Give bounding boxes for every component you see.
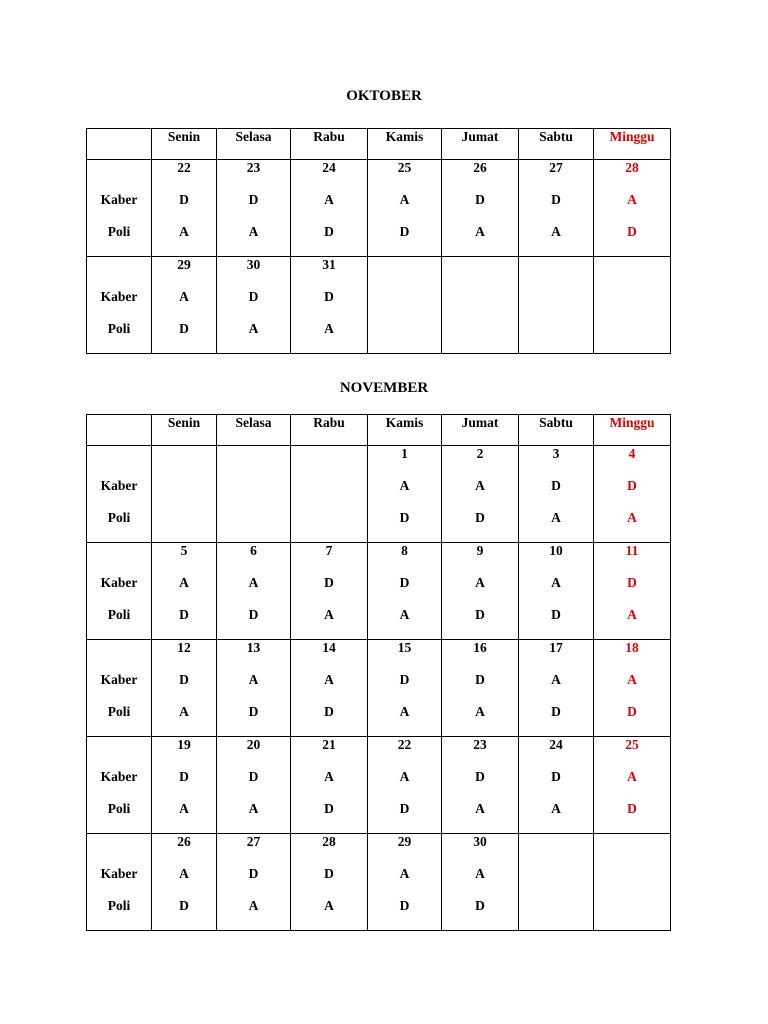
date-number: 4 bbox=[628, 446, 636, 461]
day-header-rabu: Rabu bbox=[291, 415, 368, 446]
day-cell bbox=[594, 543, 671, 640]
poli-value: A bbox=[399, 704, 410, 719]
day-cell bbox=[152, 257, 217, 354]
date-number: 21 bbox=[322, 737, 336, 752]
day-header-senin: Senin bbox=[152, 129, 217, 160]
row-label-cell bbox=[87, 160, 152, 257]
day-header-selasa: Selasa bbox=[217, 415, 291, 446]
day-cell bbox=[519, 737, 594, 834]
day-cell bbox=[442, 737, 519, 834]
day-cell bbox=[152, 834, 217, 931]
day-cell bbox=[217, 737, 291, 834]
day-cell bbox=[519, 446, 594, 543]
kaber-value: A bbox=[551, 575, 561, 590]
date-number: 29 bbox=[397, 834, 412, 849]
row-label-poli: Poli bbox=[107, 321, 131, 336]
date-number: 2 bbox=[476, 446, 484, 461]
kaber-value bbox=[594, 289, 670, 321]
row-label-cell bbox=[87, 257, 152, 354]
date-number: 3 bbox=[552, 446, 560, 461]
date-number: 31 bbox=[322, 257, 336, 272]
date-number bbox=[217, 446, 290, 478]
poli-value: A bbox=[399, 607, 410, 622]
kaber-value: D bbox=[324, 866, 334, 881]
poli-value: D bbox=[248, 704, 259, 719]
kaber-value: A bbox=[179, 575, 189, 590]
day-cell bbox=[291, 257, 368, 354]
corner-cell bbox=[87, 129, 152, 160]
day-cell bbox=[442, 543, 519, 640]
calendar-table-oktober bbox=[86, 128, 671, 354]
day-cell bbox=[217, 543, 291, 640]
poli-value: D bbox=[399, 898, 410, 913]
kaber-value: A bbox=[324, 192, 334, 207]
poli-value: D bbox=[324, 704, 334, 719]
poli-value: A bbox=[324, 898, 334, 913]
day-header-sabtu: Sabtu bbox=[519, 129, 594, 160]
kaber-value: A bbox=[627, 672, 637, 687]
date-number: 26 bbox=[177, 834, 191, 849]
date-number: 24 bbox=[549, 737, 563, 752]
kaber-value bbox=[519, 289, 593, 321]
date-number: 6 bbox=[250, 543, 257, 558]
date-number: 25 bbox=[625, 737, 639, 752]
poli-value: D bbox=[627, 224, 637, 239]
day-cell bbox=[291, 640, 368, 737]
day-cell bbox=[368, 834, 442, 931]
kaber-value bbox=[442, 289, 518, 321]
week-row bbox=[87, 640, 671, 737]
kaber-value bbox=[217, 478, 290, 510]
kaber-value: A bbox=[399, 866, 410, 881]
date-number: 14 bbox=[322, 640, 336, 655]
poli-value: D bbox=[475, 898, 485, 913]
day-cell bbox=[519, 640, 594, 737]
poli-value: A bbox=[627, 607, 637, 622]
row-label-kaber: Kaber bbox=[100, 769, 138, 784]
day-cell bbox=[442, 160, 519, 257]
date-number: 29 bbox=[177, 257, 191, 272]
day-cell bbox=[442, 834, 519, 931]
day-header-rabu: Rabu bbox=[291, 129, 368, 160]
day-cell bbox=[368, 257, 442, 354]
date-number bbox=[442, 257, 518, 289]
kaber-value: D bbox=[179, 769, 189, 784]
date-number: 24 bbox=[322, 160, 336, 175]
kaber-value: D bbox=[551, 769, 561, 784]
day-cell bbox=[442, 257, 519, 354]
kaber-value: A bbox=[324, 769, 334, 784]
poli-value: A bbox=[179, 224, 189, 239]
date-number: 9 bbox=[476, 543, 484, 558]
kaber-value: D bbox=[179, 672, 189, 687]
kaber-value bbox=[594, 866, 670, 898]
date-number bbox=[291, 446, 367, 478]
kaber-value: D bbox=[248, 289, 259, 304]
poli-value bbox=[152, 510, 216, 542]
day-cell bbox=[152, 737, 217, 834]
date-number: 13 bbox=[246, 640, 261, 655]
day-cell bbox=[519, 543, 594, 640]
poli-value bbox=[594, 321, 670, 353]
day-cell bbox=[152, 446, 217, 543]
day-header-jumat: Jumat bbox=[442, 129, 519, 160]
kaber-value: D bbox=[248, 769, 259, 784]
date-number: 20 bbox=[246, 737, 261, 752]
day-cell bbox=[594, 834, 671, 931]
kaber-value: A bbox=[248, 672, 259, 687]
kaber-value: D bbox=[551, 192, 561, 207]
date-number bbox=[368, 257, 441, 289]
day-header-jumat: Jumat bbox=[442, 415, 519, 446]
date-number: 25 bbox=[397, 160, 412, 175]
calendar-table-november bbox=[86, 414, 671, 931]
day-cell bbox=[291, 160, 368, 257]
header-row bbox=[87, 129, 671, 160]
poli-value: A bbox=[324, 607, 334, 622]
row-label-kaber: Kaber bbox=[100, 192, 138, 207]
date-number: 26 bbox=[473, 160, 487, 175]
day-cell bbox=[291, 834, 368, 931]
day-header-minggu: Minggu bbox=[594, 415, 671, 446]
date-number: 12 bbox=[177, 640, 191, 655]
date-number: 22 bbox=[177, 160, 191, 175]
day-cell bbox=[442, 640, 519, 737]
month-title-november: NOVEMBER bbox=[339, 380, 429, 396]
kaber-value bbox=[291, 478, 367, 510]
date-number: 19 bbox=[177, 737, 191, 752]
kaber-value: A bbox=[399, 478, 410, 493]
date-number: 18 bbox=[625, 640, 639, 655]
row-label-kaber: Kaber bbox=[100, 289, 138, 304]
week-row bbox=[87, 160, 671, 257]
day-header-kamis: Kamis bbox=[368, 129, 442, 160]
poli-value: D bbox=[475, 510, 485, 525]
kaber-value: D bbox=[627, 478, 637, 493]
date-number: 28 bbox=[625, 160, 639, 175]
date-number: 23 bbox=[473, 737, 487, 752]
day-cell bbox=[291, 543, 368, 640]
day-cell bbox=[368, 446, 442, 543]
day-cell bbox=[368, 160, 442, 257]
kaber-value: D bbox=[248, 192, 259, 207]
kaber-value: D bbox=[475, 672, 485, 687]
kaber-value: A bbox=[551, 672, 561, 687]
day-header-kamis: Kamis bbox=[368, 415, 442, 446]
date-number: 30 bbox=[246, 257, 261, 272]
poli-value: D bbox=[627, 704, 637, 719]
day-cell bbox=[217, 257, 291, 354]
day-cell bbox=[594, 257, 671, 354]
poli-value: D bbox=[248, 607, 259, 622]
day-cell bbox=[594, 446, 671, 543]
week-row bbox=[87, 446, 671, 543]
day-cell bbox=[442, 446, 519, 543]
poli-value bbox=[519, 898, 593, 930]
kaber-value: A bbox=[627, 192, 637, 207]
day-cell bbox=[217, 640, 291, 737]
date-number bbox=[519, 834, 593, 866]
kaber-value: A bbox=[475, 478, 485, 493]
kaber-value: A bbox=[475, 575, 485, 590]
kaber-value: A bbox=[399, 769, 410, 784]
row-label-cell bbox=[87, 446, 152, 543]
row-label-poli: Poli bbox=[107, 607, 131, 622]
poli-value: D bbox=[179, 898, 189, 913]
week-row bbox=[87, 737, 671, 834]
week-row bbox=[87, 257, 671, 354]
poli-value: A bbox=[179, 801, 189, 816]
kaber-value: A bbox=[179, 866, 189, 881]
kaber-value: D bbox=[399, 672, 410, 687]
poli-value: A bbox=[475, 224, 485, 239]
poli-value: A bbox=[248, 801, 259, 816]
date-number bbox=[152, 446, 216, 478]
poli-value: D bbox=[399, 224, 410, 239]
row-label-kaber: Kaber bbox=[100, 478, 138, 493]
date-number: 11 bbox=[625, 543, 639, 558]
day-cell bbox=[291, 446, 368, 543]
poli-value: A bbox=[248, 898, 259, 913]
day-header-selasa: Selasa bbox=[217, 129, 291, 160]
date-number: 10 bbox=[549, 543, 563, 558]
poli-value: A bbox=[627, 510, 637, 525]
kaber-value: A bbox=[399, 192, 410, 207]
day-header-sabtu: Sabtu bbox=[519, 415, 594, 446]
row-label-poli: Poli bbox=[107, 704, 131, 719]
day-cell bbox=[217, 446, 291, 543]
date-number: 23 bbox=[246, 160, 261, 175]
poli-value: A bbox=[475, 801, 485, 816]
row-label-cell bbox=[87, 543, 152, 640]
poli-value: D bbox=[551, 607, 561, 622]
day-cell bbox=[519, 257, 594, 354]
row-label-poli: Poli bbox=[107, 510, 131, 525]
kaber-value: A bbox=[475, 866, 485, 881]
day-cell bbox=[368, 543, 442, 640]
date-number: 16 bbox=[473, 640, 487, 655]
date-number: 27 bbox=[246, 834, 261, 849]
date-number: 17 bbox=[549, 640, 563, 655]
poli-value bbox=[519, 321, 593, 353]
day-cell bbox=[368, 640, 442, 737]
day-cell bbox=[217, 160, 291, 257]
kaber-value: A bbox=[179, 289, 189, 304]
poli-value bbox=[217, 510, 290, 542]
day-cell bbox=[594, 737, 671, 834]
day-cell bbox=[217, 834, 291, 931]
poli-value: A bbox=[248, 224, 259, 239]
day-cell bbox=[519, 160, 594, 257]
poli-value: A bbox=[248, 321, 259, 336]
poli-value: D bbox=[399, 801, 410, 816]
kaber-value: A bbox=[324, 672, 334, 687]
kaber-value bbox=[519, 866, 593, 898]
poli-value: A bbox=[551, 224, 561, 239]
poli-value bbox=[594, 898, 670, 930]
day-cell bbox=[368, 737, 442, 834]
row-label-cell bbox=[87, 737, 152, 834]
day-cell bbox=[152, 640, 217, 737]
date-number: 5 bbox=[180, 543, 188, 558]
kaber-value bbox=[152, 478, 216, 510]
poli-value: D bbox=[324, 224, 334, 239]
kaber-value bbox=[368, 289, 441, 321]
poli-value: D bbox=[179, 607, 189, 622]
date-number bbox=[519, 257, 593, 289]
corner-cell bbox=[87, 415, 152, 446]
date-number: 22 bbox=[397, 737, 412, 752]
poli-value: A bbox=[324, 321, 334, 336]
poli-value bbox=[291, 510, 367, 542]
poli-value: A bbox=[551, 510, 561, 525]
poli-value: D bbox=[551, 704, 561, 719]
header-row bbox=[87, 415, 671, 446]
kaber-value: D bbox=[324, 575, 334, 590]
row-label-poli: Poli bbox=[107, 898, 131, 913]
date-number: 1 bbox=[401, 446, 408, 461]
kaber-value: D bbox=[551, 478, 561, 493]
row-label-kaber: Kaber bbox=[100, 575, 138, 590]
month-title-oktober: OKTOBER bbox=[346, 88, 422, 104]
kaber-value: A bbox=[627, 769, 637, 784]
poli-value bbox=[442, 321, 518, 353]
poli-value bbox=[368, 321, 441, 353]
kaber-value: D bbox=[475, 769, 485, 784]
kaber-value: D bbox=[475, 192, 485, 207]
day-cell bbox=[519, 834, 594, 931]
poli-value: A bbox=[475, 704, 485, 719]
row-label-kaber: Kaber bbox=[100, 866, 138, 881]
kaber-value: D bbox=[179, 192, 189, 207]
kaber-value: A bbox=[248, 575, 259, 590]
date-number: 8 bbox=[401, 543, 408, 558]
row-label-poli: Poli bbox=[107, 801, 131, 816]
row-label-kaber: Kaber bbox=[100, 672, 138, 687]
day-cell bbox=[594, 160, 671, 257]
poli-value: D bbox=[179, 321, 189, 336]
week-row bbox=[87, 543, 671, 640]
poli-value: D bbox=[324, 801, 334, 816]
date-number: 7 bbox=[325, 543, 333, 558]
date-number: 15 bbox=[397, 640, 412, 655]
day-cell bbox=[152, 543, 217, 640]
day-cell bbox=[594, 640, 671, 737]
date-number bbox=[594, 834, 670, 866]
day-cell bbox=[152, 160, 217, 257]
date-number: 27 bbox=[549, 160, 563, 175]
day-cell bbox=[291, 737, 368, 834]
date-number: 28 bbox=[322, 834, 336, 849]
kaber-value: D bbox=[248, 866, 259, 881]
date-number bbox=[594, 257, 670, 289]
poli-value: D bbox=[475, 607, 485, 622]
day-header-minggu: Minggu bbox=[594, 129, 671, 160]
poli-value: A bbox=[179, 704, 189, 719]
row-label-cell bbox=[87, 640, 152, 737]
row-label-poli: Poli bbox=[107, 224, 131, 239]
row-label-cell bbox=[87, 834, 152, 931]
kaber-value: D bbox=[399, 575, 410, 590]
day-header-senin: Senin bbox=[152, 415, 217, 446]
kaber-value: D bbox=[324, 289, 334, 304]
poli-value: D bbox=[627, 801, 637, 816]
date-number: 30 bbox=[473, 834, 487, 849]
week-row bbox=[87, 834, 671, 931]
kaber-value: D bbox=[627, 575, 637, 590]
poli-value: D bbox=[399, 510, 410, 525]
poli-value: A bbox=[551, 801, 561, 816]
